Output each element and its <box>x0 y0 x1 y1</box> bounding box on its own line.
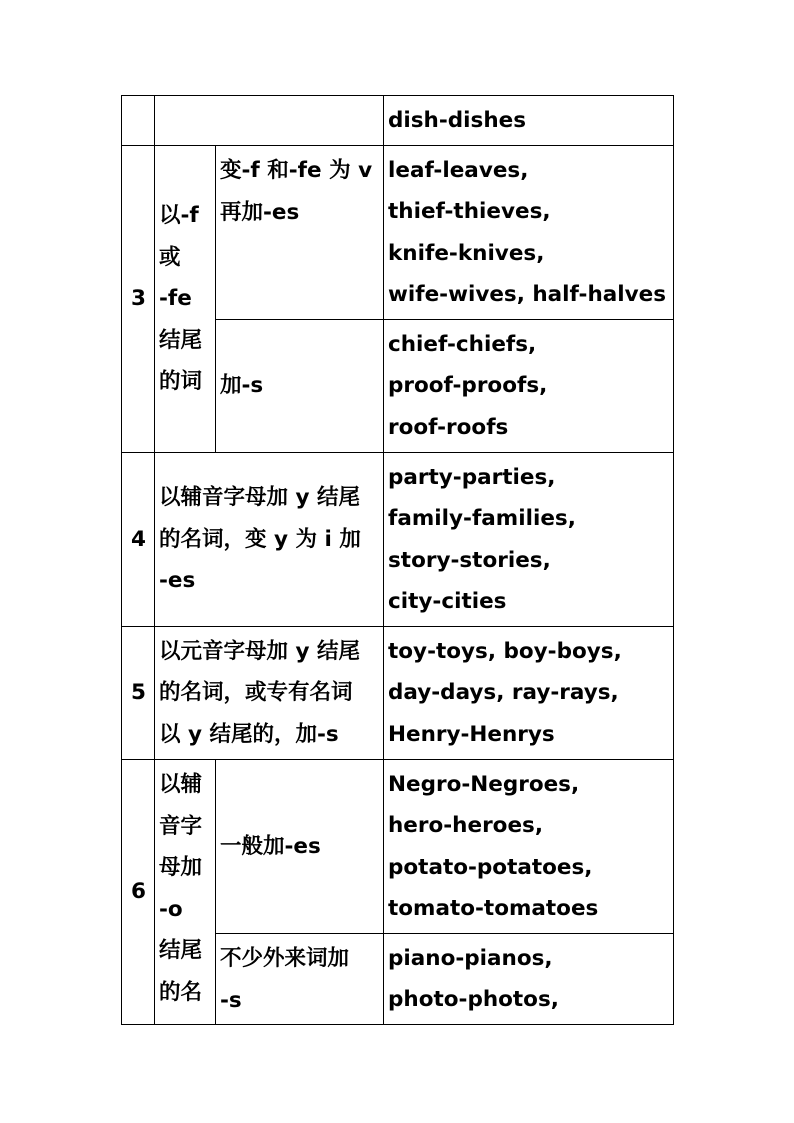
sub-rule-cell: 变-f 和-fe 为 v 再加-es <box>216 146 384 320</box>
rule-cell: 以元音字母加 y 结尾 的名词，或专有名词 以 y 结尾的，加-s <box>155 627 384 760</box>
row-number: 3 <box>122 146 155 453</box>
example-line: Negro-Negroes, <box>388 771 580 797</box>
examples-cell <box>384 934 674 1025</box>
examples-cell <box>384 320 674 453</box>
rule-cell <box>155 96 384 146</box>
example-line: roof-roofs <box>388 414 509 440</box>
plural-rules-table <box>121 95 674 1025</box>
category-cell: 以-f 或 -fe 结尾 的词 <box>155 146 216 453</box>
example-line: dish-dishes <box>388 107 527 133</box>
example-line: potato-potatoes, <box>388 854 593 880</box>
row-number-cell <box>122 96 155 146</box>
example-line: chief-chiefs, <box>388 331 537 357</box>
example-line: photo-photos, <box>388 987 559 1012</box>
row-number: 4 <box>122 453 155 627</box>
table-row <box>122 760 674 934</box>
example-line: toy-toys, boy-boys, <box>388 638 622 664</box>
example-line: tomato-tomatoes <box>388 896 599 921</box>
table-row <box>122 146 674 320</box>
example-line: piano-pianos, <box>388 945 553 971</box>
category-cell: 以辅 音字 母加 -o 结尾 的名 <box>155 760 216 1025</box>
examples-cell <box>384 760 674 934</box>
table-row <box>122 453 674 627</box>
example-line: family-families, <box>388 506 576 531</box>
example-line: proof-proofs, <box>388 373 548 399</box>
row-number: 6 <box>122 760 155 1025</box>
examples-cell <box>384 453 674 627</box>
example-line: knife-knives, <box>388 240 545 266</box>
example-line: wife-wives, half-halves <box>388 282 667 307</box>
examples-cell <box>384 627 674 760</box>
example-line: hero-heroes, <box>388 813 543 838</box>
example-line: thief-thieves, <box>388 199 551 224</box>
sub-rule-cell: 不少外来词加 -s <box>216 934 384 1025</box>
example-line: leaf-leaves, <box>388 157 529 183</box>
sub-rule-cell: 加-s <box>216 320 384 453</box>
example-line: story-stories, <box>388 547 551 573</box>
examples-cell <box>384 146 674 320</box>
example-line: Henry-Henrys <box>388 721 555 747</box>
row-number: 5 <box>122 627 155 760</box>
rule-cell: 以辅音字母加 y 结尾 的名词，变 y 为 i 加 -es <box>155 453 384 627</box>
examples-cell <box>384 96 674 146</box>
sub-rule-cell: 一般加-es <box>216 760 384 934</box>
example-line: party-parties, <box>388 464 556 490</box>
table-row <box>122 96 674 146</box>
example-line: city-cities <box>388 589 507 614</box>
table-row <box>122 627 674 760</box>
example-line: day-days, ray-rays, <box>388 680 619 706</box>
